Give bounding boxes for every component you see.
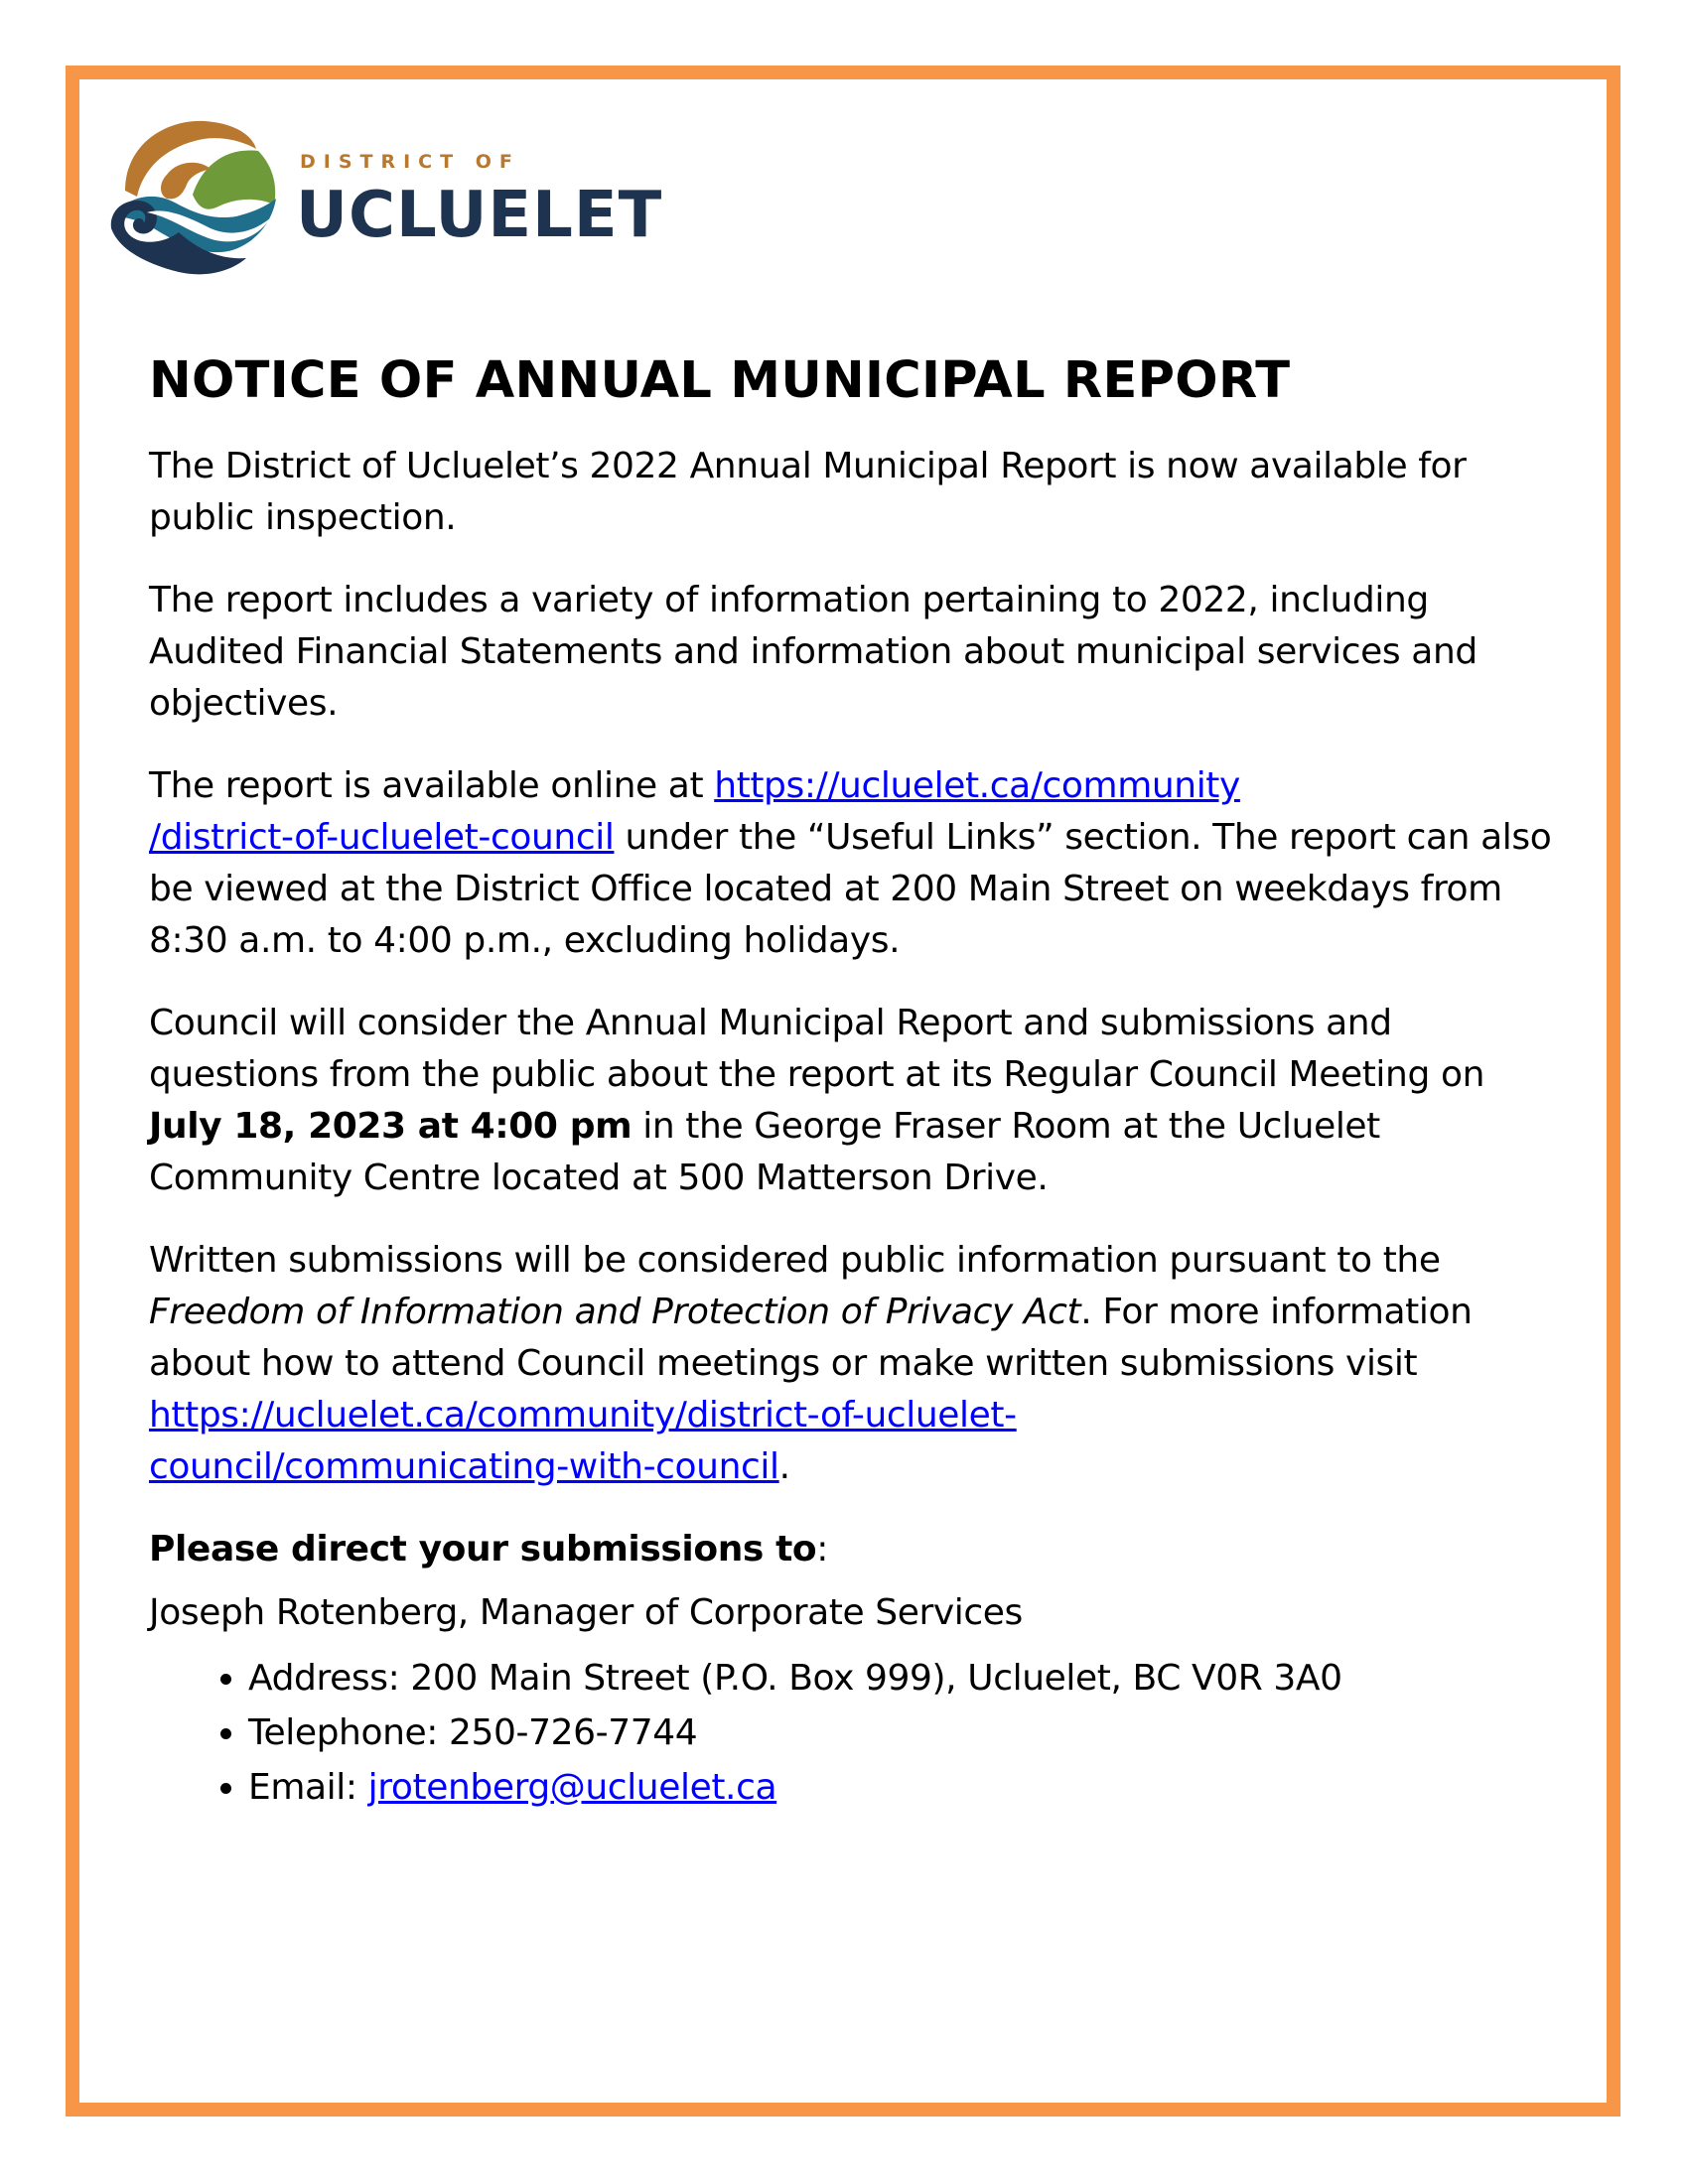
- contact-email: • Email: jrotenberg@ucluelet.ca: [248, 1760, 1559, 1815]
- paragraph-availability: The District of Ucluelet’s 2022 Annual Municipal Report is now available for public inspection.: [149, 446, 1467, 538]
- paragraph-online-availability: [149, 760, 1559, 967]
- paragraph-council-meeting: [149, 998, 1559, 1204]
- paragraph-text: under the “Useful Links” section. The report can also be viewed at the District Office located at 200 Main Street on weekdays from 8:30 a.m. to 4:00 p.m., excluding holidays.: [149, 817, 1552, 961]
- paragraph-text: . For more information about how to attend Council meetings or make written submissions visit: [149, 1292, 1473, 1384]
- paragraph-text: The report is available online at: [149, 765, 715, 806]
- paragraph-text: .: [778, 1446, 790, 1487]
- district-logo: [107, 107, 663, 281]
- notice-title: NOTICE OF ANNUAL MUNICIPAL REPORT: [149, 351, 1291, 410]
- meeting-date-time: July 18, 2023 at 4:00 pm: [149, 1106, 633, 1147]
- act-name: Freedom of Information and Protection of Privacy Act: [149, 1292, 1081, 1332]
- paragraph-text: in the George Fraser Room at the Ucluelet Community Centre located at 500 Matterson Drive.: [149, 1106, 1380, 1198]
- logo-ucluelet-text: UCLUELET: [296, 179, 663, 252]
- email-link[interactable]: jrotenberg@ucluelet.ca: [367, 1767, 777, 1808]
- paragraph-report-contents: The report includes a variety of information pertaining to 2022, including Audited Financial Statements and information about municipal services and objectives.: [149, 580, 1477, 724]
- submissions-heading: Please direct your submissions to:: [149, 1529, 828, 1570]
- communicating-with-council-link[interactable]: https://ucluelet.ca/community/district-of-ucluelet- council/communicating-with-council: [149, 1395, 1017, 1487]
- paragraph-written-submissions: [149, 1235, 1559, 1493]
- contact-details-list: [149, 1651, 1559, 1815]
- contact-name: Joseph Rotenberg, Manager of Corporate Services: [149, 1592, 1023, 1633]
- paragraph-text: Written submissions will be considered public information pursuant to the: [149, 1240, 1441, 1281]
- contact-address: • Address: 200 Main Street (P.O. Box 999), Ucluelet, BC V0R 3A0: [248, 1651, 1559, 1706]
- logo-district-of-text: DISTRICT OF: [300, 151, 520, 173]
- notice-content: [149, 349, 1559, 1815]
- district-logo-emblem-icon: [107, 113, 278, 278]
- contact-telephone: • Telephone: 250-726-7744: [248, 1706, 1559, 1760]
- paragraph-text: Council will consider the Annual Municipal Report and submissions and questions from the public about the report at its Regular Council Meeting on: [149, 1003, 1484, 1095]
- council-page-link[interactable]: https://ucluelet.ca/community /district-of-ucluelet-council: [149, 765, 1240, 858]
